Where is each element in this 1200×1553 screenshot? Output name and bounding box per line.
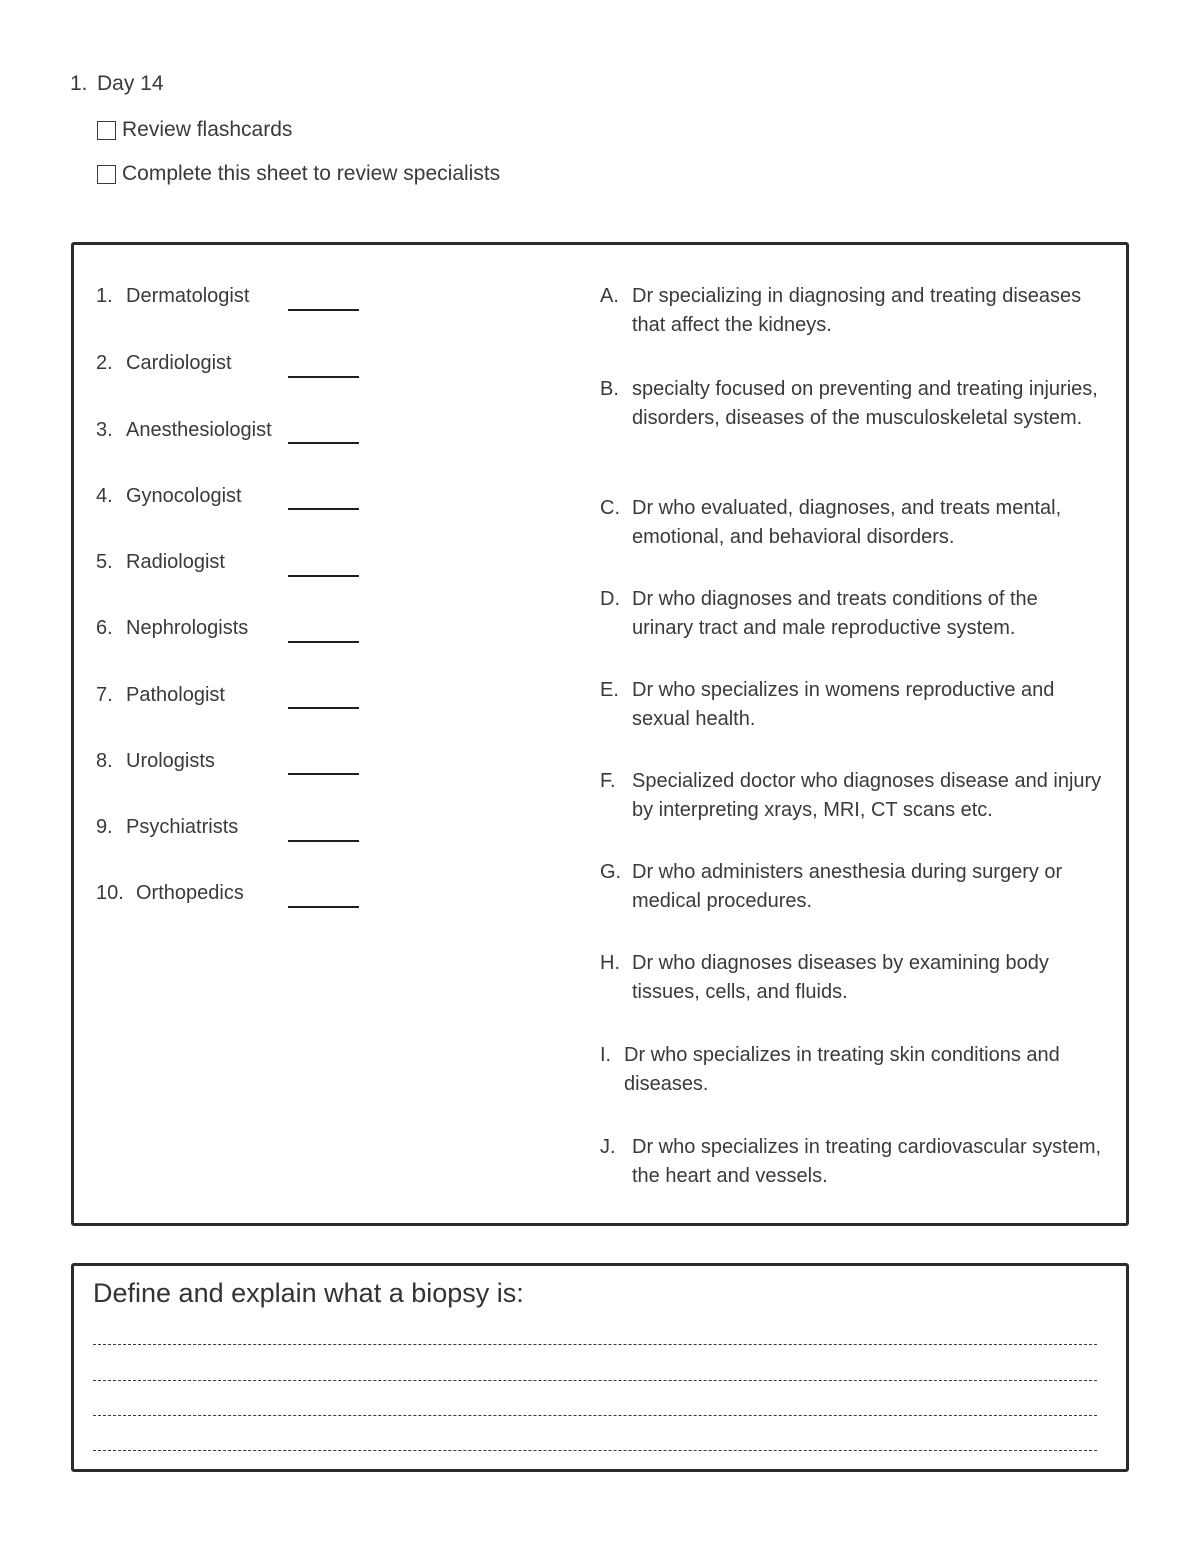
answer-blank[interactable] [288, 508, 359, 510]
term-item: 5. Radiologist [96, 551, 225, 573]
definition-item: C. Dr who evaluated, diagnoses, and treats mental, emotional, and behavioral disorders. [600, 497, 1062, 548]
answer-blank[interactable] [288, 376, 359, 378]
term-item: 6. Nephrologists [96, 617, 249, 639]
term-item: 3. Anesthesiologist [96, 419, 272, 441]
definition-item: E. Dr who specializes in womens reproductive and sexual health. [600, 679, 1055, 730]
definition-item: I. Dr who specializes in treating skin conditions and diseases. [600, 1044, 1060, 1095]
writing-line[interactable] [93, 1450, 1097, 1451]
answer-blank[interactable] [288, 773, 359, 775]
answer-blank[interactable] [288, 309, 359, 311]
checkbox-icon[interactable] [97, 121, 116, 140]
term-item: 10. Orthopedics [96, 882, 244, 904]
task-complete-sheet[interactable] [97, 162, 500, 186]
term-item: 2. Cardiologist [96, 352, 232, 374]
writing-line[interactable] [93, 1380, 1097, 1381]
task-label: Review flashcards [122, 118, 293, 141]
answer-blank[interactable] [288, 707, 359, 709]
definition-item: B. specialty focused on preventing and treating injuries, disorders, diseases of the musculoskeletal system. [600, 378, 1098, 429]
checkbox-icon[interactable] [97, 165, 116, 184]
term-item: 8. Urologists [96, 750, 215, 772]
task-review-flashcards[interactable] [97, 118, 292, 142]
answer-blank[interactable] [288, 575, 359, 577]
definition-item: J. Dr who specializes in treating cardiovascular system, the heart and vessels. [600, 1136, 1102, 1187]
writing-line[interactable] [93, 1344, 1097, 1345]
term-item: 4. Gynocologist [96, 485, 242, 507]
task-label: Complete this sheet to review specialists [122, 162, 501, 185]
definition-item: F. Specialized doctor who diagnoses disease and injury by interpreting xrays, MRI, CT scans etc. [600, 770, 1102, 821]
definition-item: H. Dr who diagnoses diseases by examining body tissues, cells, and fluids. [600, 952, 1049, 1003]
definition-item: G. Dr who administers anesthesia during surgery or medical procedures. [600, 861, 1063, 912]
day-title: Day 14 [97, 72, 164, 95]
definition-item: A. Dr specializing in diagnosing and treating diseases that affect the kidneys. [600, 285, 1082, 336]
answer-blank[interactable] [288, 840, 359, 842]
list-number: 1. [70, 72, 88, 95]
biopsy-prompt: Define and explain what a biopsy is: [93, 1278, 524, 1308]
writing-line[interactable] [93, 1415, 1097, 1416]
answer-blank[interactable] [288, 906, 359, 908]
definition-item: D. Dr who diagnoses and treats conditions of the urinary tract and male reproductive system. [600, 588, 1038, 639]
answer-blank[interactable] [288, 641, 359, 643]
answer-blank[interactable] [288, 442, 359, 444]
term-item: 1. Dermatologist [96, 285, 250, 307]
term-item: 7. Pathologist [96, 684, 225, 706]
term-item: 9. Psychiatrists [96, 816, 239, 838]
